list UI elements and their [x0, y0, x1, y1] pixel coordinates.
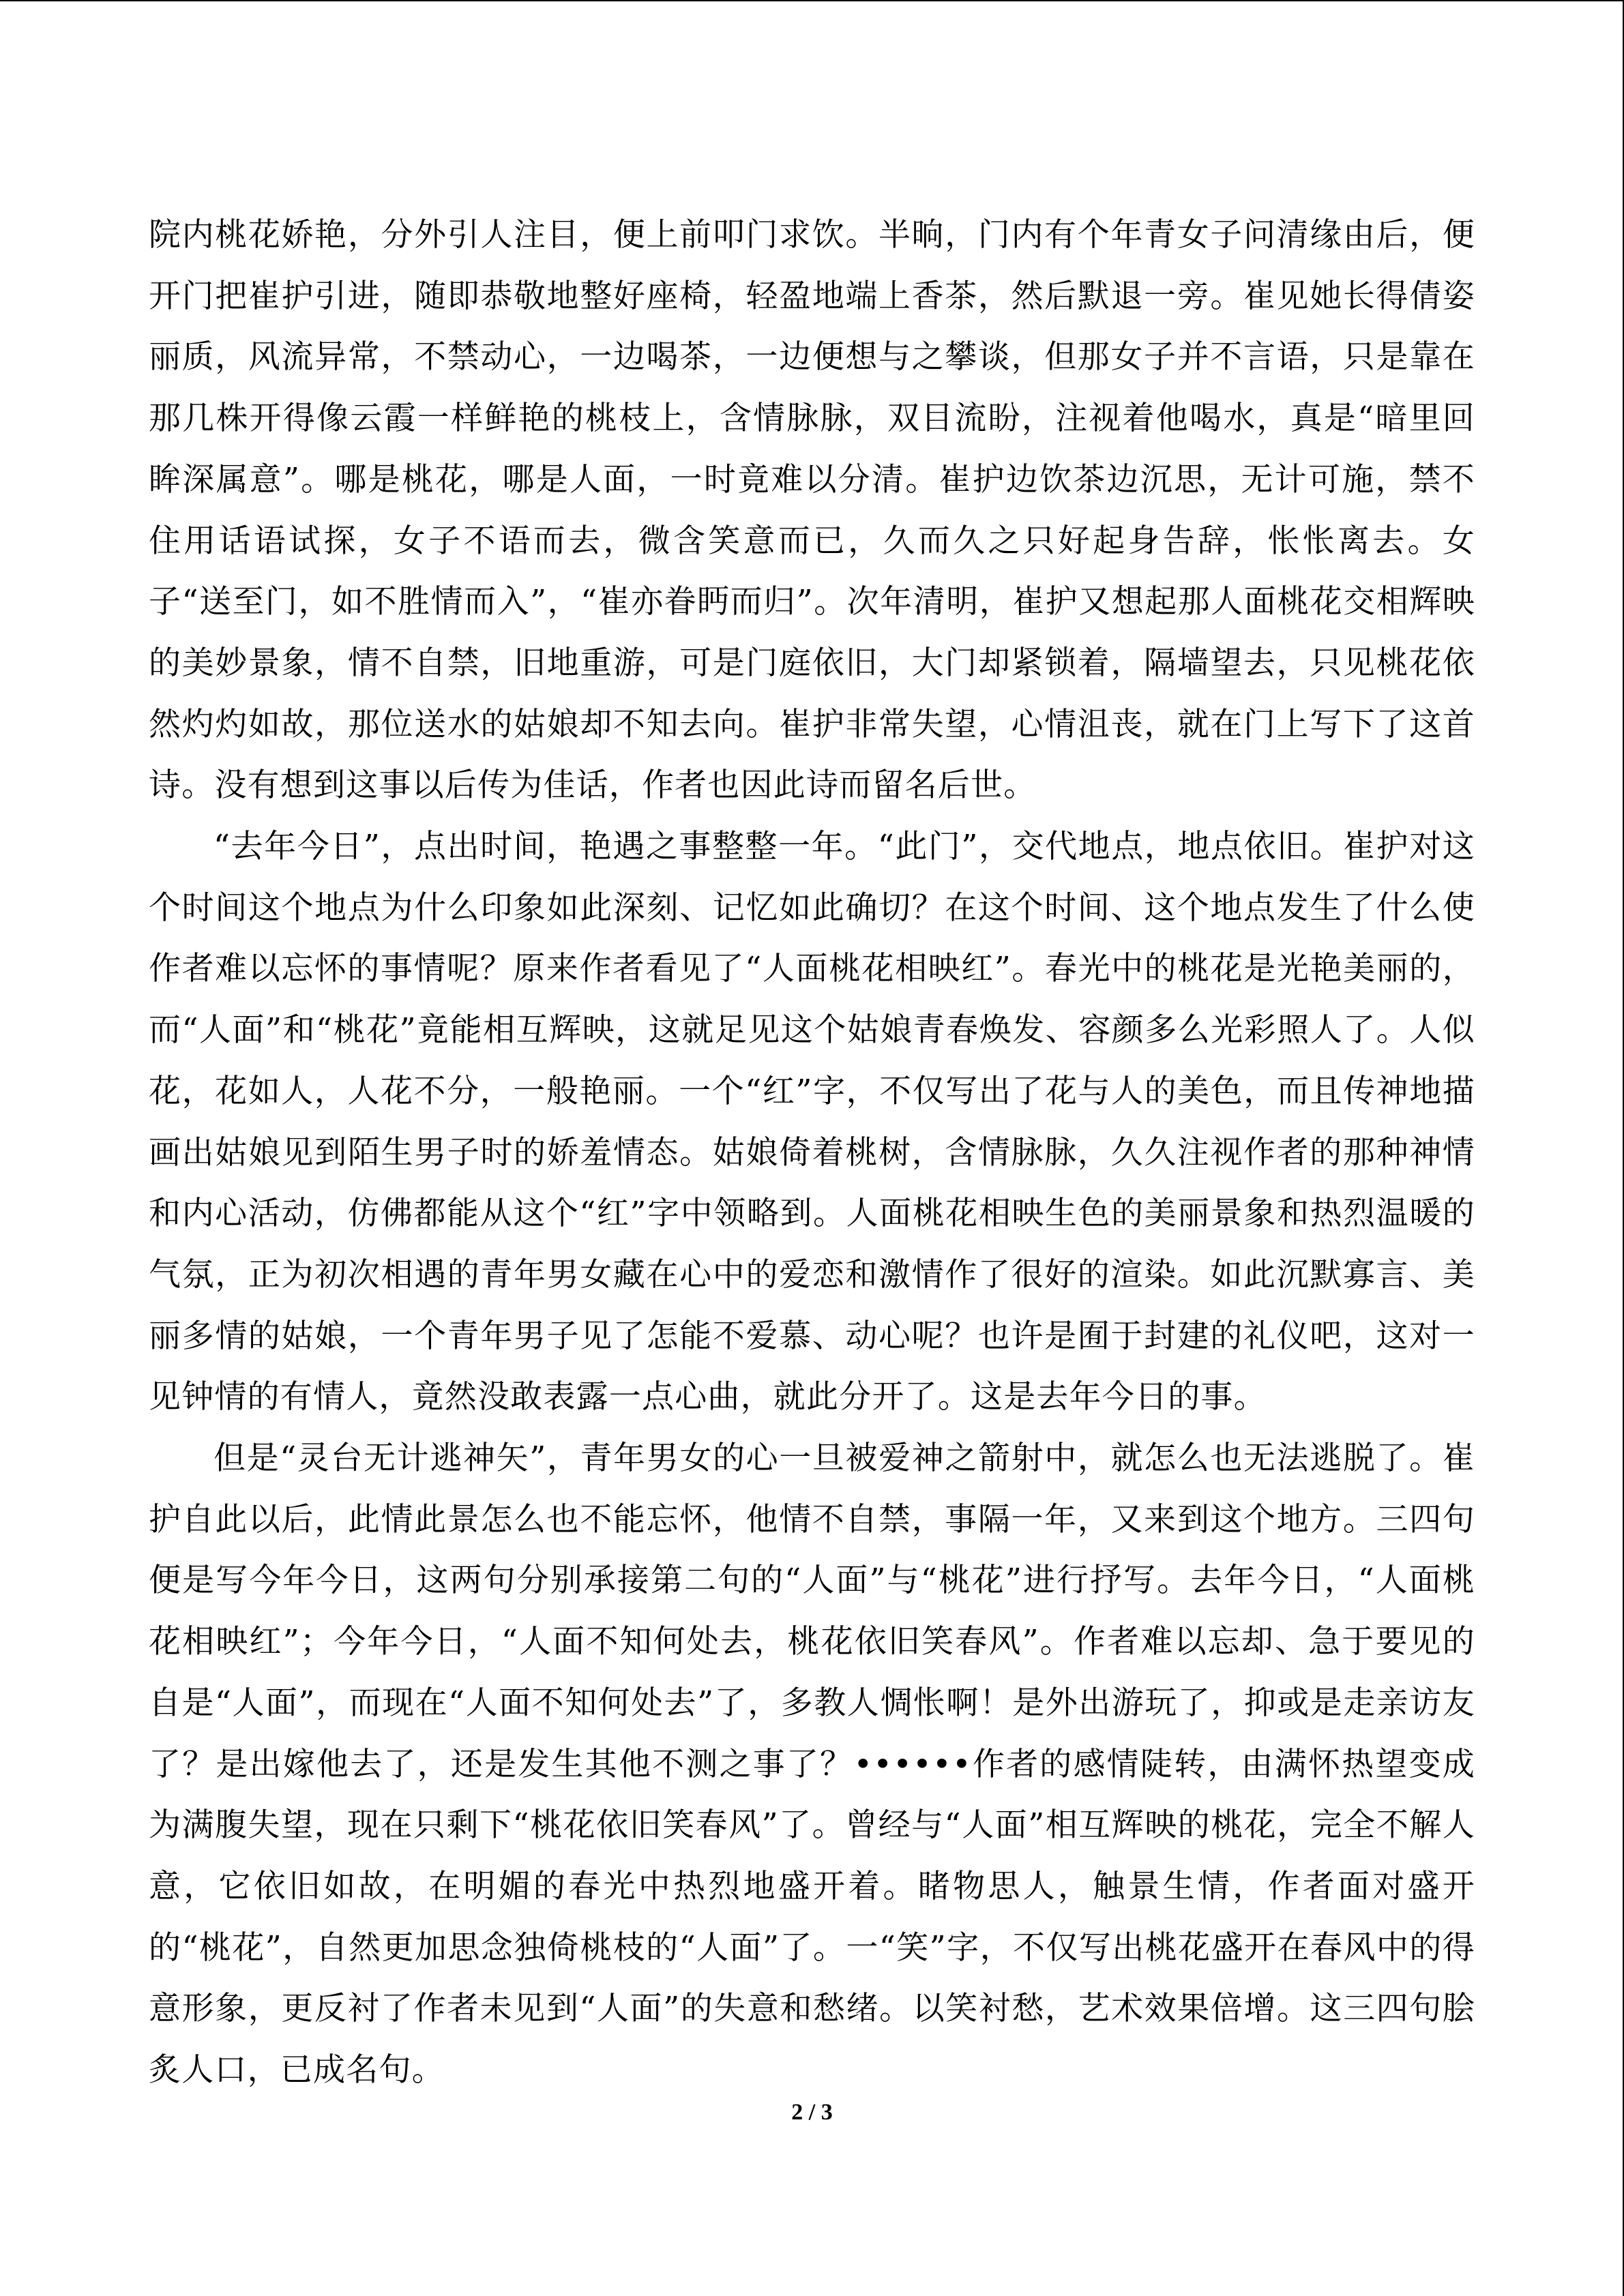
paragraph-1: 院内桃花娇艳，分外引人注目，便上前叩门求饮。半晌，门内有个年青女子问清缘由后，便开门把崔护引进，随即恭敬地整好座椅，轻盈地端上香茶，然后默退一旁。崔见她长得倩姿丽质，风流异常，不禁动心，一边喝茶，一边便想与之攀谈，但那女子并不言语，只是靠在那几株开得像云霞一样鲜艳的桃枝上，含情脉脉，双目流盼，注视着他喝水，真是“暗里回眸深属意”。哪是桃花，哪是人面，一时竟难以分清。崔护边饮茶边沉思，无计可施，禁不住用话语试探，女子不语而去，微含笑意而已，久而久之只好起身告辞，怅怅离去。女子“送至门，如不胜情而入”，“崔亦眷眄而归”。次年清明，崔护又想起那人面桃花交相辉映的美妙景象，情不自禁，旧地重游，可是门庭依旧，大门却紧锁着，隔墙望去，只见桃花依然灼灼如故，那位送水的姑娘却不知去向。崔护非常失望，心情沮丧，就在门上写下了这首诗。没有想到这事以后传为佳话，作者也因此诗而留名后世。: [149, 216, 1475, 805]
paragraph-2: “去年今日”，点出时间，艳遇之事整整一年。“此门”，交代地点，地点依旧。崔护对这个时间这个地点为什么印象如此深刻、记忆如此确切？在这个时间、这个地点发生了什么使作者难以忘怀的事情呢？原来作者看见了“人面桃花相映红”。春光中的桃花是光艳美丽的，而“人面”和“桃花”竟能相互辉映，这就足见这个姑娘青春焕发、容颜多么光彩照人了。人似花，花如人，人花不分，一般艳丽。一个“红”字，不仅写出了花与人的美色，而且传神地描画出姑娘见到陌生男子时的娇羞情态。姑娘倚着桃树，含情脉脉，久久注视作者的那种神情和内心活动，仿佛都能从这个“红”字中领略到。人面桃花相映生色的美丽景象和热烈温暖的气氛，正为初次相遇的青年男女藏在心中的爱恋和激情作了很好的渲染。如此沉默寡言、美丽多情的姑娘，一个青年男子见了怎能不爱慕、动心呢？也许是囿于封建的礼仪吧，这对一见钟情的有情人，竟然没敢表露一点心曲，就此分开了。这是去年今日的事。: [149, 828, 1475, 1416]
document-body: [149, 205, 1475, 2101]
page-number: 2 / 3: [791, 2100, 833, 2125]
paragraph-3: 但是“灵台无计逃神矢”，青年男女的心一旦被爱神之箭射中，就怎么也无法逃脱了。崔护自此以后，此情此景怎么也不能忘怀，他情不自禁，事隔一年，又来到这个地方。三四句便是写今年今日，这两句分别承接第二句的“人面”与“桃花”进行抒写。去年今日，“人面桃花相映红”；今年今日，“人面不知何处去，桃花依旧笑春风”。作者难以忘却、急于要见的自是“人面”，而现在“人面不知何处去”了，多教人惆怅啊！是外出游玩了，抑或是走亲访友了？是出嫁他去了，还是发生其他不测之事了？••••••作者的感情陡转，由满怀热望变成为满腹失望，现在只剩下“桃花依旧笑春风”了。曾经与“人面”相互辉映的桃花，完全不解人意，它依旧如故，在明媚的春光中热烈地盛开着。睹物思人，触景生情，作者面对盛开的“桃花”，自然更加思念独倚桃枝的“人面”了。一“笑”字，不仅写出桃花盛开在春风中的得意形象，更反衬了作者未见到“人面”的失意和愁绪。以笑衬愁，艺术效果倍增。这三四句脍炙人口，已成名句。: [149, 1440, 1475, 2089]
page-top-border: [0, 0, 1624, 1]
